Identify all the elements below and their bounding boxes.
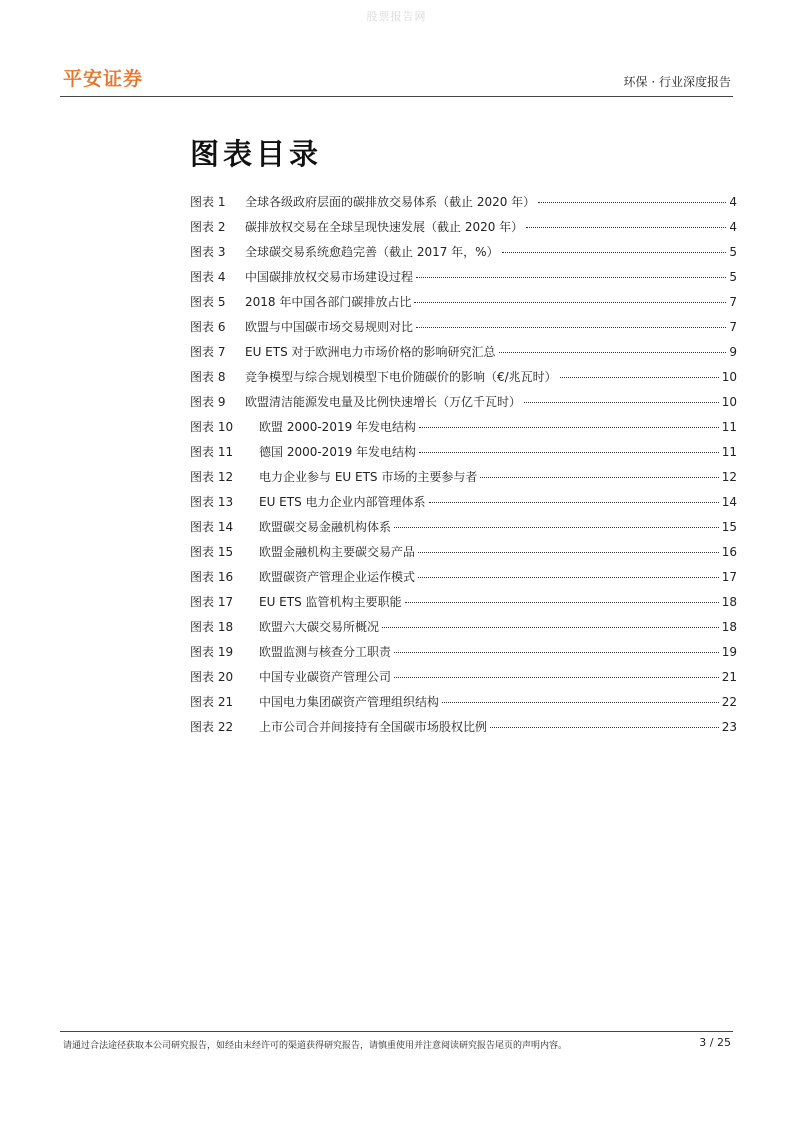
toc-entry-page: 18 — [721, 595, 737, 609]
toc-dot-leader — [490, 726, 719, 728]
toc-entry[interactable] — [190, 515, 737, 540]
toc-entry-title: EU ETS 监管机构主要职能 — [259, 595, 402, 609]
toc-dot-leader — [442, 701, 719, 703]
toc-dot-leader — [560, 376, 719, 378]
toc-entry-number: 图表 14 — [190, 520, 234, 534]
toc-entry-page: 10 — [721, 370, 737, 384]
toc-entry-number: 图表 2 — [190, 220, 226, 234]
toc-entry-number: 图表 18 — [190, 620, 234, 634]
toc-entry-title: 2018 年中国各部门碳排放占比 — [245, 295, 412, 309]
toc-entry-title: 全球碳交易系统愈趋完善（截止 2017 年，%） — [245, 245, 499, 259]
toc-dot-leader — [418, 551, 719, 553]
toc-entry-number: 图表 7 — [190, 345, 226, 359]
toc-entry-title: 德国 2000-2019 年发电结构 — [259, 445, 417, 459]
toc-entry-number: 图表 15 — [190, 545, 234, 559]
toc-entry[interactable] — [190, 340, 737, 365]
toc-entry-title: 中国电力集团碳资产管理组织结构 — [259, 695, 440, 709]
toc-entry[interactable] — [190, 615, 737, 640]
toc-entry-number: 图表 1 — [190, 195, 226, 209]
toc-entry-number: 图表 16 — [190, 570, 234, 584]
toc-entry-title: 欧盟碳资产管理企业运作模式 — [259, 570, 416, 584]
report-section-label: 环保 · 行业深度报告 — [623, 75, 731, 89]
toc-dot-leader — [429, 501, 719, 503]
toc-entry-page: 22 — [721, 695, 737, 709]
toc-dot-leader — [499, 351, 727, 353]
toc-entry-title: 竞争模型与综合规划模型下电价随碳价的影响（€/兆瓦时） — [245, 370, 557, 384]
toc-dot-leader — [405, 601, 719, 603]
toc-entry-number: 图表 22 — [190, 720, 234, 734]
toc-entry[interactable] — [190, 290, 737, 315]
toc-entry-page: 5 — [729, 245, 737, 259]
toc-dot-leader — [416, 276, 726, 278]
toc-entry-title: 欧盟清洁能源发电量及比例快速增长（万亿千瓦时） — [245, 395, 522, 409]
toc-entry-number: 图表 10 — [190, 420, 234, 434]
toc-entry-title: 中国专业碳资产管理公司 — [259, 670, 392, 684]
toc-entry-number: 图表 17 — [190, 595, 234, 609]
toc-entry-title: EU ETS 电力企业内部管理体系 — [259, 495, 426, 509]
toc-entry-page: 12 — [721, 470, 737, 484]
toc-entry-title: 欧盟金融机构主要碳交易产品 — [259, 545, 416, 559]
toc-entry-title: 欧盟碳交易金融机构体系 — [259, 520, 392, 534]
toc-entry-page: 19 — [721, 645, 737, 659]
toc-entry[interactable] — [190, 665, 737, 690]
toc-entry-number: 图表 20 — [190, 670, 234, 684]
toc-entry-page: 10 — [721, 395, 737, 409]
toc-entry-number: 图表 21 — [190, 695, 234, 709]
toc-entry-page: 4 — [729, 195, 737, 209]
toc-entry-number: 图表 8 — [190, 370, 226, 384]
toc-entry[interactable] — [190, 415, 737, 440]
footer-divider — [60, 1031, 733, 1032]
toc-dot-leader — [418, 576, 719, 578]
toc-entry-title: 上市公司合并间接持有全国碳市场股权比例 — [259, 720, 488, 734]
toc-entry-title: 欧盟 2000-2019 年发电结构 — [259, 420, 417, 434]
toc-entry-page: 9 — [729, 345, 737, 359]
toc-entry[interactable] — [190, 390, 737, 415]
toc-entry-title: 全球各级政府层面的碳排放交易体系（截止 2020 年） — [245, 195, 536, 209]
toc-entry[interactable] — [190, 240, 737, 265]
toc-entry-number: 图表 13 — [190, 495, 234, 509]
toc-dot-leader — [524, 401, 719, 403]
toc-entry-page: 7 — [729, 295, 737, 309]
toc-dot-leader — [419, 451, 719, 453]
page-number: 3 / 25 — [699, 1036, 731, 1049]
toc-entry-number: 图表 11 — [190, 445, 234, 459]
toc-entry-page: 18 — [721, 620, 737, 634]
toc-entry-page: 21 — [721, 670, 737, 684]
toc-entry-number: 图表 6 — [190, 320, 226, 334]
toc-entry-title: 欧盟监测与核查分工职责 — [259, 645, 392, 659]
toc-entry-number: 图表 3 — [190, 245, 226, 259]
toc-entry-page: 4 — [729, 220, 737, 234]
toc-entry-title: EU ETS 对于欧洲电力市场价格的影响研究汇总 — [245, 345, 496, 359]
toc-entry-page: 15 — [721, 520, 737, 534]
toc-entry[interactable] — [190, 715, 737, 740]
toc-dot-leader — [394, 676, 719, 678]
toc-entry[interactable] — [190, 490, 737, 515]
watermark: 股票报告网 — [366, 10, 427, 23]
toc-entry-page: 5 — [729, 270, 737, 284]
toc-entry[interactable] — [190, 565, 737, 590]
toc-entry-title: 欧盟与中国碳市场交易规则对比 — [245, 320, 414, 334]
toc-entry[interactable] — [190, 440, 737, 465]
toc-entry-number: 图表 19 — [190, 645, 234, 659]
toc-entry-number: 图表 4 — [190, 270, 226, 284]
toc-entry[interactable] — [190, 590, 737, 615]
toc-entry-number: 图表 5 — [190, 295, 226, 309]
toc-entry-page: 11 — [721, 420, 737, 434]
toc-dot-leader — [502, 251, 727, 253]
toc-entry-page: 14 — [721, 495, 737, 509]
toc-entry-title: 电力企业参与 EU ETS 市场的主要参与者 — [259, 470, 478, 484]
toc-dot-leader — [526, 226, 726, 228]
toc-entry-title: 欧盟六大碳交易所概况 — [259, 620, 380, 634]
footer-disclaimer: 请通过合法途径获取本公司研究报告，如经由未经许可的渠道获得研究报告，请慎重使用并注意阅读研究报告尾页的声明内容。 — [63, 1041, 568, 1051]
toc-entry-page: 16 — [721, 545, 737, 559]
toc-dot-leader — [480, 476, 718, 478]
toc-dot-leader — [394, 526, 719, 528]
toc-entry[interactable] — [190, 540, 737, 565]
toc-entry-page: 11 — [721, 445, 737, 459]
toc-entry[interactable] — [190, 315, 737, 340]
toc-entry-page: 17 — [721, 570, 737, 584]
toc-dot-leader — [416, 326, 726, 328]
figure-table-of-contents — [190, 190, 737, 740]
toc-dot-leader — [414, 301, 726, 303]
toc-entry[interactable] — [190, 640, 737, 665]
toc-dot-leader — [394, 651, 719, 653]
toc-entry-number: 图表 12 — [190, 470, 234, 484]
toc-entry-page: 7 — [729, 320, 737, 334]
toc-entry-title: 碳排放权交易在全球呈现快速发展（截止 2020 年） — [245, 220, 524, 234]
header-divider — [60, 96, 733, 97]
toc-entry[interactable] — [190, 365, 737, 390]
toc-entry[interactable] — [190, 465, 737, 490]
toc-dot-leader — [538, 201, 726, 203]
toc-entry[interactable] — [190, 190, 737, 215]
toc-dot-leader — [382, 626, 719, 628]
toc-dot-leader — [419, 426, 719, 428]
toc-entry-page: 23 — [721, 720, 737, 734]
company-logo: 平安证券 — [63, 68, 144, 90]
page-title: 图表目录 — [190, 137, 323, 171]
toc-entry[interactable] — [190, 265, 737, 290]
toc-entry[interactable] — [190, 215, 737, 240]
toc-entry-number: 图表 9 — [190, 395, 226, 409]
toc-entry[interactable] — [190, 690, 737, 715]
toc-entry-title: 中国碳排放权交易市场建设过程 — [245, 270, 414, 284]
